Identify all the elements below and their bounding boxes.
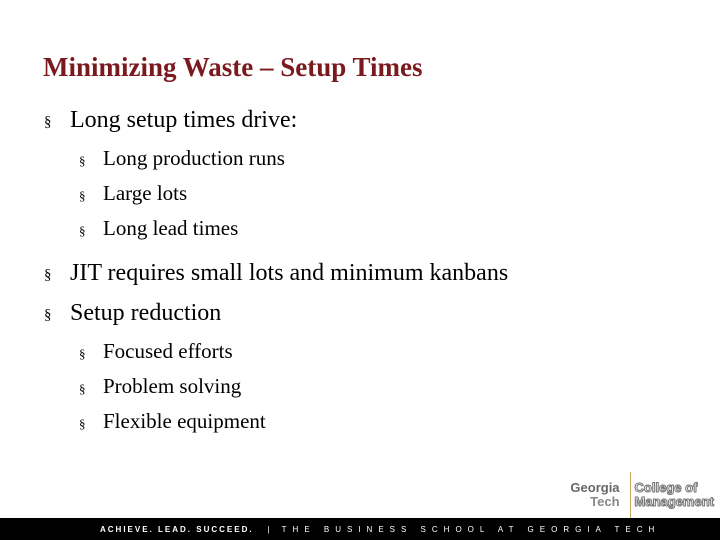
sub-bullet-item [44,341,684,376]
bullet-text: Long lead times [103,216,239,240]
bullet-text: Focused efforts [103,339,233,363]
footer-motto: ACHIEVE. LEAD. SUCCEED. [100,524,254,534]
college-of-management-wordmark [635,481,714,508]
georgia-tech-wordmark [570,481,625,508]
bullet-text: Setup reduction [70,300,222,326]
bullet-marker-icon: § [79,153,86,168]
bullet-marker-icon: § [79,416,86,431]
bullet-marker-icon: § [79,188,86,203]
logo-college-of: College of [634,480,698,496]
bullet-text: Flexible equipment [103,409,266,433]
bullet-list [44,108,684,446]
bullet-text: Long setup times drive: [70,107,298,133]
logo-divider [630,472,631,518]
bullet-marker-icon: § [44,307,52,323]
logo-tech: Tech [590,494,620,509]
bullet-text: Long production runs [103,146,285,170]
sub-bullet-item [44,411,684,446]
sub-bullet-item [44,148,684,183]
bullet-marker-icon: § [44,267,52,283]
bullet-item [44,261,684,301]
logo-management: Management [634,494,714,509]
georgia-tech-logo [570,470,714,520]
footer-separator: | [267,524,272,534]
bullet-marker-icon: § [44,114,52,130]
footer-bar [0,518,720,540]
bullet-text: JIT requires small lots and minimum kanbans [70,260,509,286]
bullet-text: Problem solving [103,374,242,398]
bullet-marker-icon: § [79,346,86,361]
bullet-item [44,108,684,148]
slide-title: Minimizing Waste – Setup Times [43,52,423,82]
bullet-item [44,301,684,341]
sub-bullet-item [44,376,684,411]
sub-bullet-item [44,183,684,218]
bullet-marker-icon: § [79,381,86,396]
logo-georgia: Georgia [570,480,620,496]
bullet-marker-icon: § [79,223,86,238]
footer-tagline: THE BUSINESS SCHOOL AT GEORGIA TECH [281,524,661,534]
sub-bullet-item [44,218,684,253]
bullet-text: Large lots [103,181,188,205]
